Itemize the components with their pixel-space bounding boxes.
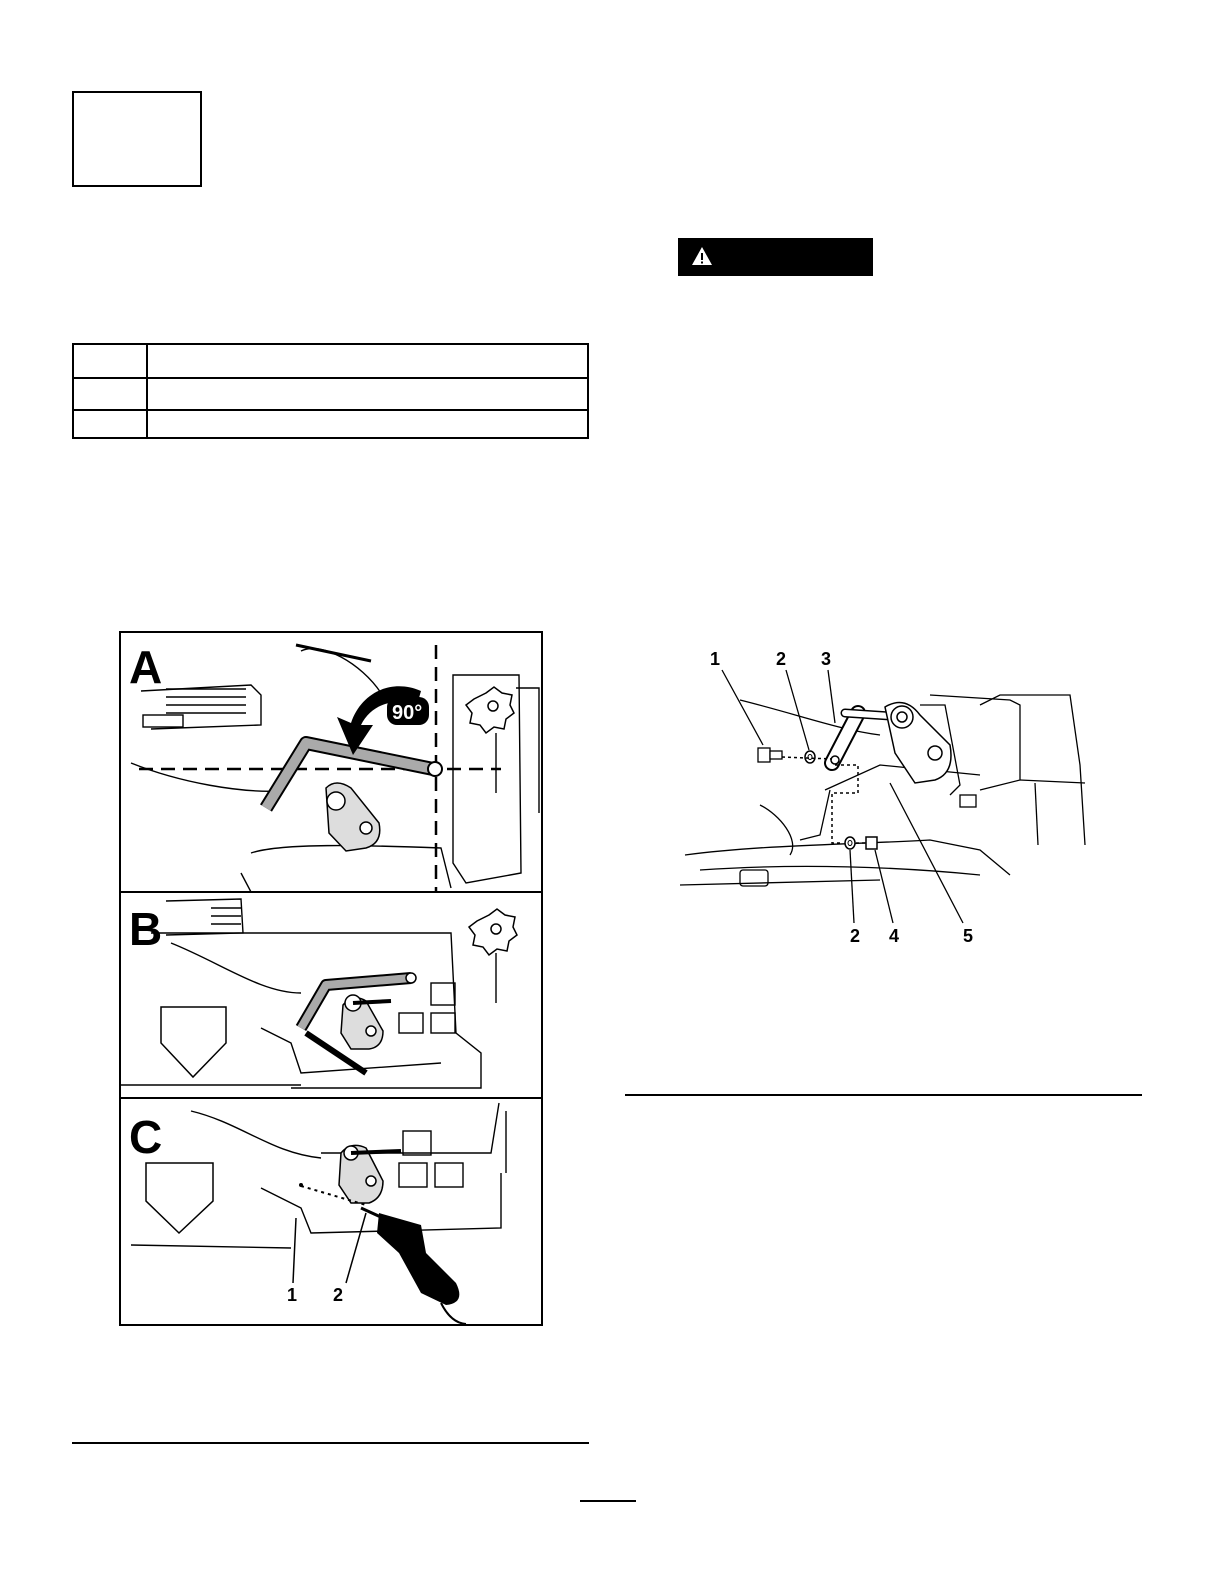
parts-table — [72, 343, 589, 439]
knob-icon — [469, 909, 517, 955]
warning-triangle-icon — [691, 246, 713, 266]
callout-leaders — [722, 670, 963, 923]
decal-shape — [146, 1163, 213, 1233]
panel-label-a: A — [129, 641, 163, 693]
table-row — [74, 377, 587, 409]
drill-icon — [361, 1208, 466, 1324]
machine-frame — [680, 695, 1085, 886]
callout-3: 3 — [821, 649, 832, 669]
section-rule-left — [72, 1442, 589, 1444]
section-rule-right — [625, 1094, 1142, 1096]
panel-label-c: C — [129, 1111, 163, 1163]
nut-icon — [866, 837, 877, 849]
washer-icon — [805, 751, 815, 763]
figure-right — [680, 645, 1100, 955]
table-row — [74, 409, 587, 441]
figure-left-drawing — [121, 633, 541, 1324]
warning-header — [678, 238, 873, 276]
callout-1: 1 — [287, 1285, 298, 1305]
washer-icon — [845, 837, 855, 849]
figure-left — [119, 631, 543, 1326]
step-number-box — [72, 91, 202, 187]
callout-5: 5 — [963, 926, 974, 946]
angle-label: 90° — [392, 702, 423, 724]
callout-2-bottom: 2 — [850, 926, 861, 946]
bracket-a — [326, 783, 380, 851]
callout-1: 1 — [710, 649, 721, 669]
page-number-rule — [580, 1500, 636, 1502]
table-row — [74, 345, 587, 377]
callout-2: 2 — [333, 1285, 344, 1305]
figure-right-drawing — [680, 645, 1100, 955]
decal-shape — [161, 1007, 226, 1077]
bracket-plate — [885, 703, 951, 784]
callout-4: 4 — [889, 926, 900, 946]
callout-2: 2 — [776, 649, 787, 669]
table-column-divider — [146, 345, 148, 437]
panel-label-b: B — [129, 903, 163, 955]
knob-icon — [466, 687, 514, 733]
bolt-icon — [758, 748, 782, 762]
